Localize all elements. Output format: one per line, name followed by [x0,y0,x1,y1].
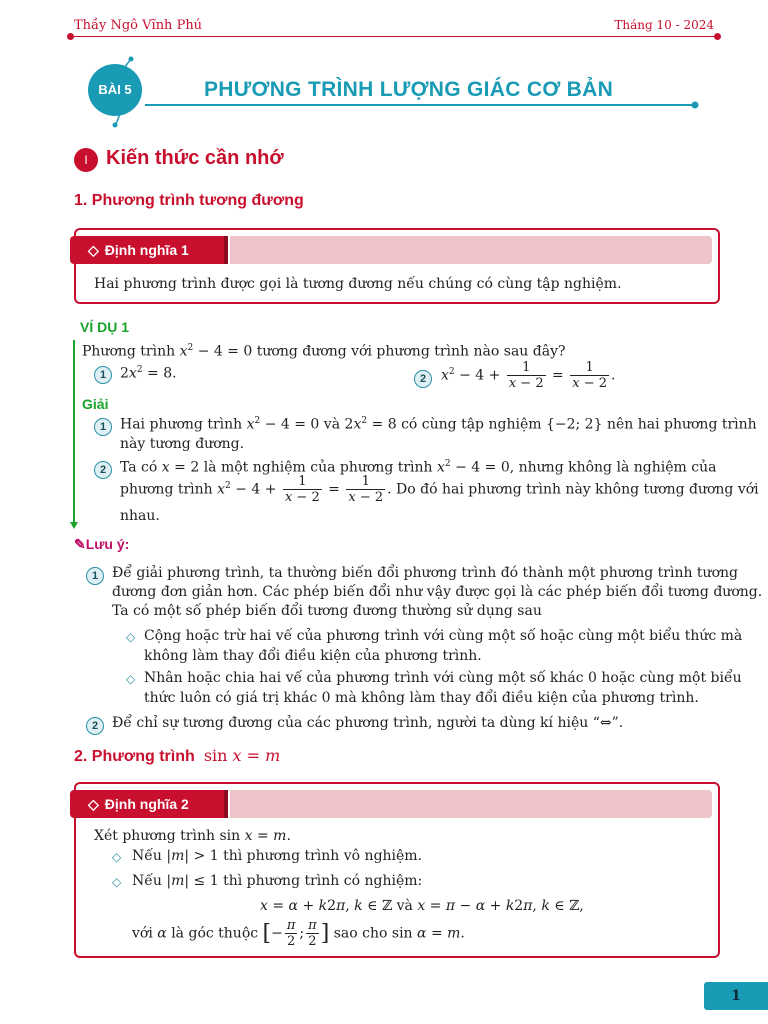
equation-x2-minus-4: x [179,343,188,360]
header-rule [70,36,718,37]
page-number: 1 [731,988,741,1004]
solution-2-line-2: phương trình $x^2 - 4$ + $\frac{1}{x - 2}$ = $\frac{1}{x - 2}$ . Do đó hai phương trình này không tương đương với [120,474,759,505]
example-label: VÍ DỤ 1 [80,319,130,335]
lesson-badge: BÀI 5 [88,64,142,116]
note-label: ✎Lưu ý: [74,536,130,552]
page-number-tab [704,982,768,1010]
section-number-badge: I [74,148,98,172]
solution-1-line-2: này tương đương. [120,436,245,452]
pencil-icon: ✎ [74,536,86,552]
option-2-marker: 2 [414,370,432,388]
note-1-text: Để giải phương trình, ta thường biến đổi phương trình đó thành một phương trình tương đương đơn giản hơn. Các phép biến đổi như vậy được gọi là các phép biến đổi tương đương. Ta có một số phép biến đổi tương đương thường sử dụng sau [112,565,763,619]
definition-text-1: Hai phương trình được gọi là tương đương nếu chúng có cùng tập nghiệm. [94,276,622,292]
definition-2-bullet-1: Nếu |m| > 1 thì phương trình vô nghiệm. [132,848,423,864]
definition-header-2 [70,790,224,818]
example-arrow-down [70,522,78,529]
definition-2-intro: Xét phương trình sin x = m. [94,828,291,844]
lesson-title-banner [0,52,768,132]
example-side-line [73,340,75,526]
definition-label-2: Định nghĩa 2 [104,796,189,812]
header-rule-dot-right [714,33,721,40]
example-question: Phương trình $x^2 - 4 = 0$ tương đương với phương trình nào sau đây? [82,343,566,360]
solution-label: Giải [82,396,109,412]
definition-header-1 [70,236,224,264]
solution-2-line-1: Ta có x = 2 là một nghiệm của phương trình $x^2 - 4 = 0$, nhưng không là nghiệm của [120,459,717,476]
example-question-end: tương đương với phương trình nào sau đây? [256,343,566,360]
section-title: Kiến thức cần nhớ [106,147,284,169]
definition-box-2 [74,782,720,958]
header-date: Tháng 10 - 2024 [614,18,714,32]
definition-2-formula: x = α + k2π, k ∈ ℤ và x = π − α + k2π, k ∈ ℤ, [260,898,584,914]
header-rule-dot-left [67,33,74,40]
diamond-icon: ◇ [88,796,99,812]
lesson-title: PHƯƠNG TRÌNH LƯỢNG GIÁC CƠ BẢN [204,78,614,101]
solution-1-line-1: Hai phương trình $x^2 - 4 = 0$ và $2x^2 = 8$ có cùng tập nghiệm {−2; 2} nên hai phương trình [120,416,757,433]
diamond-bullet-icon: ◇ [126,630,136,644]
note-1-marker: 1 [86,567,104,585]
option-1-marker: 1 [94,366,112,384]
note-2-text: Để chỉ sự tương đương của các phương trình, người ta dùng kí hiệu “⇔”. [112,715,624,731]
option-1-equation: $2x^2 = 8$. [120,365,177,382]
diamond-bullet-icon: ◇ [112,875,122,889]
subsection-title-2: 2. Phương trình sin x = m [74,746,281,765]
subsection-title-1: 1. Phương trình tương đương [74,192,304,209]
diamond-icon: ◇ [88,242,99,258]
definition-header-bar-2 [230,790,712,818]
definition-2-bullet-2: Nếu |m| ≤ 1 thì phương trình có nghiệm: [132,873,423,889]
solution-2-marker: 2 [94,461,112,479]
diamond-bullet-icon: ◇ [112,850,122,864]
definition-header-bar-1 [230,236,712,264]
note-bullet-1: Cộng hoặc trừ hai vế của phương trình với cùng một số hoặc cùng một biểu thức mà không làm thay đổi điều kiện của phương trình. [144,628,743,664]
header-author: Thầy Ngô Vĩnh Phú [74,18,203,33]
note-2-marker: 2 [86,717,104,735]
note-bullet-2: Nhân hoặc chia hai vế của phương trình với cùng một số khác 0 hoặc cùng một biểu thức luôn có giá trị khác 0 mà không làm thay đổi điều kiện của phương trình. [144,670,742,706]
solution-1-marker: 1 [94,418,112,436]
option-2-equation: $x^2 - 4$ + $\frac{1}{x - 2}$ = $\frac{1}{x - 2}$ . [441,360,616,391]
solution-2-line-3: nhau. [120,508,160,524]
definition-box-1 [74,228,720,304]
diamond-bullet-icon: ◇ [126,672,136,686]
definition-2-condition: với α là góc thuộc [− $\frac{\pi}{2}$ ; $\frac{\pi}{2}$ ] sao cho sin α = m. [132,918,465,949]
example-question-start: Phương trình [82,343,176,360]
definition-label-1: Định nghĩa 1 [104,242,189,258]
page-header [74,18,714,38]
